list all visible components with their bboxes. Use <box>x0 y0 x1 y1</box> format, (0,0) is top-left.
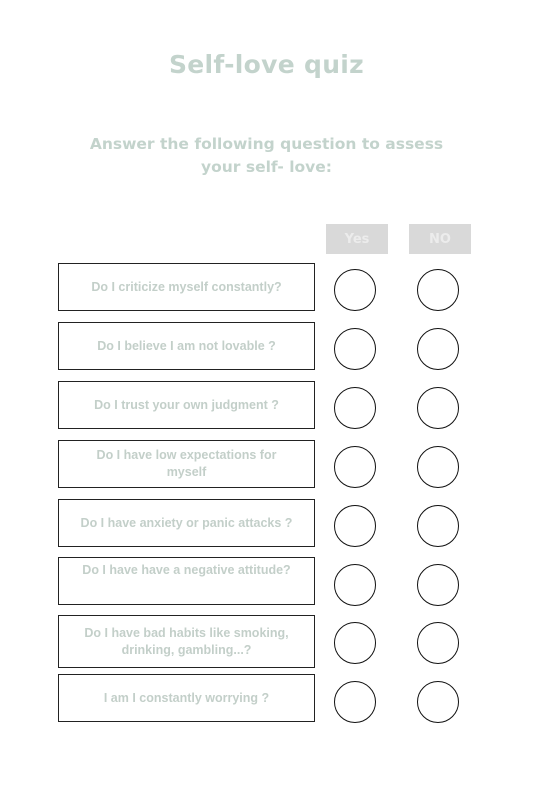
no-answer-circle[interactable] <box>417 269 459 311</box>
question-text: I am I constantly worrying ? <box>103 690 270 705</box>
question-box <box>58 615 315 668</box>
no-answer-circle[interactable] <box>417 622 459 664</box>
question-text: Do I have bad habits like smoking, drinking, gambling...? <box>84 625 289 657</box>
question-box <box>58 263 315 311</box>
yes-answer-circle[interactable] <box>334 622 376 664</box>
quiz-title: Self-love quiz <box>168 50 365 79</box>
question-text: Do I trust your own judgment ? <box>94 397 279 412</box>
question-box <box>58 674 315 722</box>
question-text: Do I have have a negative attitude? <box>82 563 291 577</box>
yes-answer-circle[interactable] <box>334 446 376 488</box>
question-text: Do I have anxiety or panic attacks ? <box>80 515 293 530</box>
yes-answer-circle[interactable] <box>334 269 376 311</box>
yes-column-header: Yes <box>326 224 388 254</box>
no-answer-circle[interactable] <box>417 387 459 429</box>
yes-answer-circle[interactable] <box>334 387 376 429</box>
yes-answer-circle[interactable] <box>334 564 376 606</box>
question-box <box>58 557 315 605</box>
question-box <box>58 499 315 547</box>
no-answer-circle[interactable] <box>417 505 459 547</box>
no-answer-circle[interactable] <box>417 446 459 488</box>
question-box <box>58 322 315 370</box>
question-text: Do I criticize myself constantly? <box>91 279 282 294</box>
no-answer-circle[interactable] <box>417 681 459 723</box>
yes-answer-circle[interactable] <box>334 328 376 370</box>
no-answer-circle[interactable] <box>417 564 459 606</box>
question-text: Do I have low expectations for myself <box>96 448 277 479</box>
question-box <box>58 440 315 488</box>
no-answer-circle[interactable] <box>417 328 459 370</box>
question-box <box>58 381 315 429</box>
yes-answer-circle[interactable] <box>334 505 376 547</box>
no-column-header: NO <box>409 224 471 254</box>
quiz-instructions: Answer the following question to assess your self- love: <box>89 135 444 176</box>
yes-answer-circle[interactable] <box>334 681 376 723</box>
question-text: Do I believe I am not lovable ? <box>97 338 276 353</box>
